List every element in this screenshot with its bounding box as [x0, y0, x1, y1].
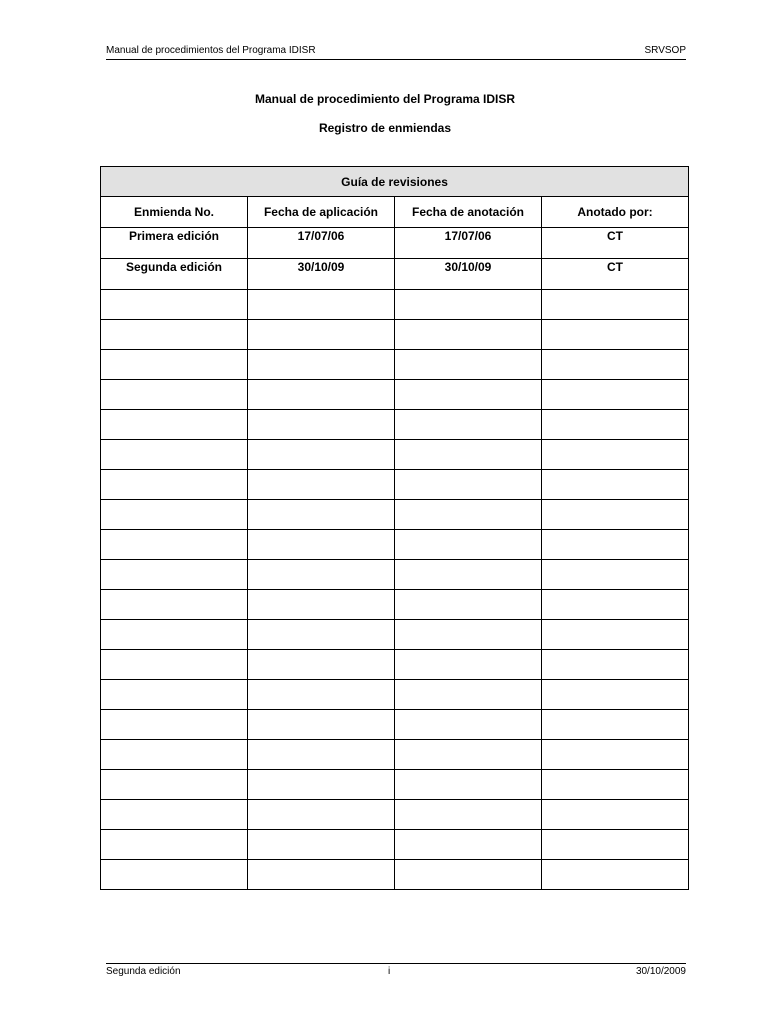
empty-cell — [395, 590, 542, 620]
empty-cell — [542, 650, 689, 680]
empty-table-row — [101, 440, 689, 470]
empty-cell — [248, 410, 395, 440]
empty-cell — [248, 380, 395, 410]
header-organization: SRVSOP — [644, 45, 686, 56]
page-header — [106, 45, 686, 60]
cell-amendment: Primera edición — [101, 228, 248, 259]
empty-cell — [248, 710, 395, 740]
empty-cell — [101, 740, 248, 770]
empty-cell — [248, 530, 395, 560]
page-footer — [106, 963, 686, 978]
empty-cell — [395, 350, 542, 380]
empty-cell — [542, 410, 689, 440]
empty-cell — [101, 620, 248, 650]
empty-cell — [395, 740, 542, 770]
empty-table-row — [101, 620, 689, 650]
empty-cell — [101, 710, 248, 740]
empty-cell — [248, 440, 395, 470]
empty-cell — [395, 680, 542, 710]
empty-cell — [101, 800, 248, 830]
empty-cell — [395, 500, 542, 530]
empty-cell — [395, 620, 542, 650]
empty-cell — [395, 860, 542, 890]
empty-table-row — [101, 380, 689, 410]
empty-table-row — [101, 560, 689, 590]
empty-cell — [101, 290, 248, 320]
empty-cell — [248, 290, 395, 320]
empty-cell — [248, 620, 395, 650]
empty-table-row — [101, 650, 689, 680]
empty-cell — [248, 350, 395, 380]
empty-table-row — [101, 530, 689, 560]
empty-cell — [101, 470, 248, 500]
empty-table-row — [101, 740, 689, 770]
cell-application-date: 30/10/09 — [248, 259, 395, 290]
empty-table-row — [101, 320, 689, 350]
empty-cell — [248, 680, 395, 710]
cell-annotated-by: CT — [542, 259, 689, 290]
footer-date: 30/10/2009 — [635, 966, 686, 977]
empty-cell — [542, 710, 689, 740]
empty-cell — [542, 620, 689, 650]
empty-table-row — [101, 860, 689, 890]
empty-cell — [395, 410, 542, 440]
empty-cell — [101, 440, 248, 470]
cell-application-date: 17/07/06 — [248, 228, 395, 259]
empty-cell — [248, 560, 395, 590]
table-header-row — [101, 197, 689, 228]
empty-cell — [248, 860, 395, 890]
empty-cell — [542, 530, 689, 560]
document-subtitle: Registro de enmiendas — [318, 121, 452, 135]
empty-cell — [395, 830, 542, 860]
empty-cell — [542, 470, 689, 500]
footer-edition: Segunda edición — [106, 966, 181, 977]
empty-table-row — [101, 800, 689, 830]
empty-cell — [101, 530, 248, 560]
empty-cell — [542, 770, 689, 800]
revisions-table — [100, 166, 689, 890]
empty-cell — [248, 590, 395, 620]
empty-cell — [248, 650, 395, 680]
empty-cell — [542, 290, 689, 320]
empty-cell — [101, 830, 248, 860]
empty-cell — [101, 380, 248, 410]
empty-cell — [542, 380, 689, 410]
empty-cell — [101, 650, 248, 680]
empty-cell — [248, 830, 395, 860]
empty-cell — [395, 530, 542, 560]
column-header-annotated-by: Anotado por: — [542, 197, 689, 228]
empty-table-row — [101, 410, 689, 440]
table-row — [101, 228, 689, 259]
empty-cell — [542, 500, 689, 530]
empty-table-row — [101, 770, 689, 800]
empty-cell — [395, 470, 542, 500]
empty-table-row — [101, 350, 689, 380]
empty-cell — [248, 470, 395, 500]
header-document-name: Manual de procedimientos del Programa IDISR — [106, 45, 316, 56]
document-title: Manual de procedimiento del Programa IDISR — [254, 92, 516, 106]
empty-cell — [542, 350, 689, 380]
cell-annotated-by: CT — [542, 228, 689, 259]
empty-cell — [248, 320, 395, 350]
cell-annotation-date: 17/07/06 — [395, 228, 542, 259]
empty-cell — [395, 650, 542, 680]
empty-cell — [542, 800, 689, 830]
empty-cell — [248, 770, 395, 800]
empty-cell — [542, 680, 689, 710]
empty-cell — [395, 380, 542, 410]
empty-cell — [101, 680, 248, 710]
empty-cell — [101, 770, 248, 800]
empty-cell — [248, 740, 395, 770]
empty-cell — [542, 440, 689, 470]
column-header-amendment: Enmienda No. — [101, 197, 248, 228]
empty-cell — [101, 320, 248, 350]
column-header-application-date: Fecha de aplicación — [248, 197, 395, 228]
column-header-annotation-date: Fecha de anotación — [395, 197, 542, 228]
empty-table-row — [101, 710, 689, 740]
empty-cell — [248, 800, 395, 830]
empty-cell — [395, 440, 542, 470]
empty-table-row — [101, 830, 689, 860]
empty-cell — [101, 860, 248, 890]
empty-cell — [542, 320, 689, 350]
empty-cell — [395, 710, 542, 740]
empty-cell — [101, 560, 248, 590]
table-caption: Guía de revisiones — [101, 167, 689, 197]
empty-cell — [542, 860, 689, 890]
empty-cell — [395, 560, 542, 590]
footer-page-number: i — [388, 966, 391, 977]
empty-cell — [542, 830, 689, 860]
empty-cell — [542, 560, 689, 590]
empty-cell — [101, 590, 248, 620]
empty-cell — [542, 740, 689, 770]
empty-cell — [101, 350, 248, 380]
cell-amendment: Segunda edición — [101, 259, 248, 290]
empty-table-row — [101, 290, 689, 320]
empty-cell — [395, 290, 542, 320]
cell-annotation-date: 30/10/09 — [395, 259, 542, 290]
table-row — [101, 259, 689, 290]
empty-table-row — [101, 470, 689, 500]
empty-cell — [395, 320, 542, 350]
empty-cell — [542, 590, 689, 620]
empty-table-row — [101, 680, 689, 710]
empty-table-row — [101, 500, 689, 530]
empty-cell — [395, 800, 542, 830]
empty-cell — [395, 770, 542, 800]
table-caption-row — [101, 167, 689, 197]
empty-cell — [248, 500, 395, 530]
empty-cell — [101, 500, 248, 530]
empty-table-row — [101, 590, 689, 620]
empty-cell — [101, 410, 248, 440]
